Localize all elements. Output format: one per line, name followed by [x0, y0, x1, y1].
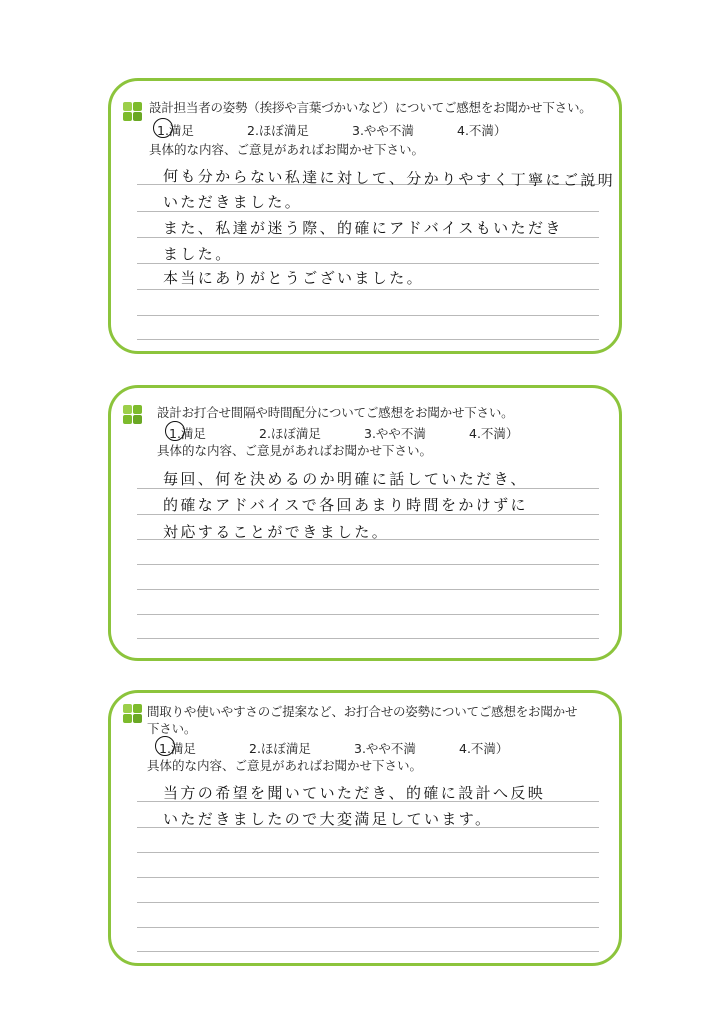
question-text: 間取りや使いやすさのご提案など、お打合せの姿勢についてご感想をお聞かせ下さい。 — [147, 704, 578, 736]
option-mostly-satisfied[interactable]: 2.ほぼ満足 — [249, 741, 311, 756]
selected-circle-mark — [165, 421, 185, 441]
comment-prompt: 具体的な内容、ご意見があればお聞かせ下さい。 — [147, 758, 423, 773]
option-dissatisfied[interactable]: 4.不満） — [459, 741, 509, 756]
option-satisfied[interactable]: 1.満足 — [169, 424, 206, 442]
comment-prompt: 具体的な内容、ご意見があればお聞かせ下さい。 — [157, 443, 433, 458]
selected-circle-mark — [155, 736, 175, 756]
answer-line: 毎回、何を決めるのか明確に話していただき、 — [163, 470, 528, 488]
rating-options — [169, 424, 599, 441]
option-satisfied[interactable]: 1.満足 — [159, 739, 196, 757]
option-mostly-satisfied[interactable]: 2.ほぼ満足 — [247, 123, 309, 138]
clover-icon — [122, 404, 144, 424]
rating-options — [157, 121, 599, 138]
survey-card-1 — [108, 78, 622, 354]
question-text: 設計担当者の姿勢（挨拶や言葉づかいなど）についてご感想をお聞かせ下さい。 — [149, 100, 592, 115]
answer-line: 何も分からない私達に対して、分かりやすく丁寧にご説明 — [162, 167, 616, 190]
answer-line: 対応することができました。 — [163, 523, 390, 541]
option-slightly-dissatisfied[interactable]: 3.やや不満 — [364, 426, 426, 441]
clover-icon — [122, 101, 144, 121]
survey-card-2 — [108, 385, 622, 661]
selected-circle-mark — [153, 118, 173, 138]
rating-options — [159, 739, 599, 756]
comment-prompt: 具体的な内容、ご意見があればお聞かせ下さい。 — [149, 142, 425, 157]
answer-line: いただきましたので大変満足しています。 — [163, 810, 493, 828]
question-text: 設計お打合せ間隔や時間配分についてご感想をお聞かせ下さい。 — [157, 405, 514, 420]
survey-card-3 — [108, 690, 622, 966]
option-satisfied[interactable]: 1.満足 — [157, 121, 194, 139]
option-dissatisfied[interactable]: 4.不満） — [469, 426, 519, 441]
answer-line: 当方の希望を聞いていただき、的確に設計へ反映 — [163, 784, 546, 802]
answer-line: いただきました。 — [163, 193, 303, 211]
option-dissatisfied[interactable]: 4.不満） — [457, 123, 507, 138]
option-slightly-dissatisfied[interactable]: 3.やや不満 — [352, 123, 414, 138]
answer-line: 的確なアドバイスで各回あまり時間をかけずに — [163, 496, 528, 514]
clover-icon — [122, 703, 144, 723]
answer-line: 本当にありがとうございました。 — [163, 269, 425, 287]
option-mostly-satisfied[interactable]: 2.ほぼ満足 — [259, 426, 321, 441]
answer-line: また、私達が迷う際、的確にアドバイスもいただき — [163, 219, 563, 237]
answer-line: ました。 — [163, 245, 233, 263]
option-slightly-dissatisfied[interactable]: 3.やや不満 — [354, 741, 416, 756]
